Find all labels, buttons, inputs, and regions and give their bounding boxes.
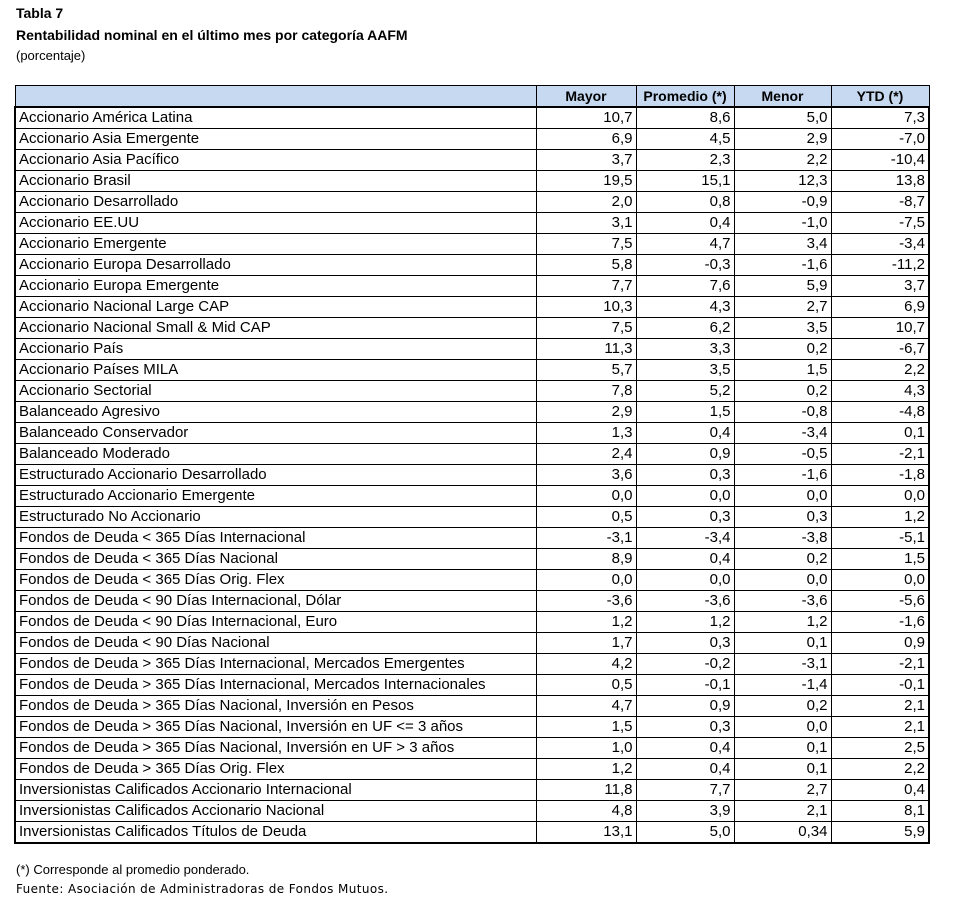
- table-row: [15, 234, 929, 255]
- mayor-cell: 11,3: [536, 339, 636, 360]
- promedio-cell: 1,5: [636, 402, 734, 423]
- promedio-cell: 0,4: [636, 738, 734, 759]
- promedio-cell: 6,2: [636, 318, 734, 339]
- ytd-cell: 7,3: [831, 107, 929, 129]
- ytd-cell: 2,1: [831, 696, 929, 717]
- column-header-menor: Menor: [734, 86, 831, 108]
- column-header-promedio: Promedio (*): [636, 86, 734, 108]
- menor-cell: 2,2: [734, 150, 831, 171]
- table-row: [15, 423, 929, 444]
- category-cell: Accionario Desarrollado: [15, 192, 536, 213]
- table-row: [15, 717, 929, 738]
- mayor-cell: 10,3: [536, 297, 636, 318]
- table-title: Rentabilidad nominal en el último mes por categoría AAFM: [16, 27, 408, 43]
- promedio-cell: 0,9: [636, 696, 734, 717]
- table-row: [15, 486, 929, 507]
- category-cell: Fondos de Deuda < 365 Días Internacional: [15, 528, 536, 549]
- menor-cell: 1,5: [734, 360, 831, 381]
- ytd-cell: -2,1: [831, 654, 929, 675]
- mayor-cell: 8,9: [536, 549, 636, 570]
- mayor-cell: 0,5: [536, 675, 636, 696]
- promedio-cell: 5,0: [636, 822, 734, 844]
- ytd-cell: -1,8: [831, 465, 929, 486]
- table-row: [15, 528, 929, 549]
- table-row: [15, 675, 929, 696]
- mayor-cell: 3,6: [536, 465, 636, 486]
- category-cell: Accionario Europa Desarrollado: [15, 255, 536, 276]
- table-row: [15, 107, 929, 129]
- menor-cell: 0,1: [734, 633, 831, 654]
- promedio-cell: -3,6: [636, 591, 734, 612]
- menor-cell: 2,7: [734, 780, 831, 801]
- menor-cell: -1,6: [734, 465, 831, 486]
- table-row: [15, 213, 929, 234]
- category-cell: Estructurado Accionario Emergente: [15, 486, 536, 507]
- category-cell: Fondos de Deuda > 365 Días Orig. Flex: [15, 759, 536, 780]
- mayor-cell: 7,8: [536, 381, 636, 402]
- header-blank-cell: [15, 86, 536, 108]
- promedio-cell: 0,9: [636, 444, 734, 465]
- promedio-cell: 0,3: [636, 465, 734, 486]
- table-header-row: [15, 86, 929, 108]
- category-cell: Estructurado No Accionario: [15, 507, 536, 528]
- menor-cell: 0,3: [734, 507, 831, 528]
- menor-cell: 0,1: [734, 759, 831, 780]
- menor-cell: 0,2: [734, 696, 831, 717]
- table-row: [15, 444, 929, 465]
- menor-cell: -0,9: [734, 192, 831, 213]
- ytd-cell: 13,8: [831, 171, 929, 192]
- category-cell: Accionario EE.UU: [15, 213, 536, 234]
- ytd-cell: -2,1: [831, 444, 929, 465]
- table-row: [15, 381, 929, 402]
- mayor-cell: 4,2: [536, 654, 636, 675]
- promedio-cell: 4,3: [636, 297, 734, 318]
- category-cell: Accionario Nacional Small & Mid CAP: [15, 318, 536, 339]
- promedio-cell: 0,3: [636, 717, 734, 738]
- mayor-cell: 2,9: [536, 402, 636, 423]
- table-row: [15, 654, 929, 675]
- table-row: [15, 696, 929, 717]
- category-cell: Fondos de Deuda > 365 Días Nacional, Inversión en UF <= 3 años: [15, 717, 536, 738]
- ytd-cell: 4,3: [831, 381, 929, 402]
- ytd-cell: 2,5: [831, 738, 929, 759]
- category-cell: Fondos de Deuda > 365 Días Nacional, Inversión en UF > 3 años: [15, 738, 536, 759]
- ytd-cell: 8,1: [831, 801, 929, 822]
- mayor-cell: 2,4: [536, 444, 636, 465]
- promedio-cell: 0,4: [636, 759, 734, 780]
- table-row: [15, 801, 929, 822]
- category-cell: Accionario Emergente: [15, 234, 536, 255]
- ytd-cell: 5,9: [831, 822, 929, 844]
- category-cell: Balanceado Agresivo: [15, 402, 536, 423]
- mayor-cell: 1,2: [536, 759, 636, 780]
- promedio-cell: 3,9: [636, 801, 734, 822]
- category-cell: Inversionistas Calificados Títulos de Deuda: [15, 822, 536, 844]
- promedio-cell: 5,2: [636, 381, 734, 402]
- ytd-cell: -7,5: [831, 213, 929, 234]
- category-cell: Fondos de Deuda < 90 Días Nacional: [15, 633, 536, 654]
- menor-cell: 1,2: [734, 612, 831, 633]
- promedio-cell: -0,3: [636, 255, 734, 276]
- ytd-cell: 10,7: [831, 318, 929, 339]
- category-cell: Inversionistas Calificados Accionario Nacional: [15, 801, 536, 822]
- ytd-cell: -5,6: [831, 591, 929, 612]
- menor-cell: 3,4: [734, 234, 831, 255]
- ytd-cell: 1,2: [831, 507, 929, 528]
- promedio-cell: 0,4: [636, 423, 734, 444]
- table-row: [15, 759, 929, 780]
- table-row: [15, 318, 929, 339]
- promedio-cell: -3,4: [636, 528, 734, 549]
- mayor-cell: 1,7: [536, 633, 636, 654]
- promedio-cell: 8,6: [636, 107, 734, 129]
- menor-cell: -1,6: [734, 255, 831, 276]
- mayor-cell: 3,1: [536, 213, 636, 234]
- mayor-cell: 0,0: [536, 486, 636, 507]
- footnote: (*) Corresponde al promedio ponderado.: [16, 862, 250, 877]
- mayor-cell: 5,8: [536, 255, 636, 276]
- mayor-cell: 1,0: [536, 738, 636, 759]
- category-cell: Accionario País: [15, 339, 536, 360]
- promedio-cell: 2,3: [636, 150, 734, 171]
- menor-cell: 12,3: [734, 171, 831, 192]
- table-row: [15, 612, 929, 633]
- ytd-cell: -5,1: [831, 528, 929, 549]
- ytd-cell: 0,0: [831, 486, 929, 507]
- returns-table: [14, 85, 930, 844]
- mayor-cell: -3,1: [536, 528, 636, 549]
- table-row: [15, 150, 929, 171]
- mayor-cell: 0,0: [536, 570, 636, 591]
- menor-cell: 0,1: [734, 738, 831, 759]
- category-cell: Fondos de Deuda > 365 Días Nacional, Inversión en Pesos: [15, 696, 536, 717]
- ytd-cell: 0,0: [831, 570, 929, 591]
- promedio-cell: 7,7: [636, 780, 734, 801]
- mayor-cell: 1,3: [536, 423, 636, 444]
- category-cell: Accionario Países MILA: [15, 360, 536, 381]
- table-row: [15, 402, 929, 423]
- promedio-cell: 3,5: [636, 360, 734, 381]
- category-cell: Accionario Europa Emergente: [15, 276, 536, 297]
- menor-cell: 0,0: [734, 717, 831, 738]
- menor-cell: 5,0: [734, 107, 831, 129]
- mayor-cell: 5,7: [536, 360, 636, 381]
- table-row: [15, 276, 929, 297]
- category-cell: Accionario Sectorial: [15, 381, 536, 402]
- promedio-cell: 7,6: [636, 276, 734, 297]
- promedio-cell: 0,0: [636, 486, 734, 507]
- table-row: [15, 633, 929, 654]
- category-cell: Accionario Nacional Large CAP: [15, 297, 536, 318]
- table-row: [15, 129, 929, 150]
- table-row: [15, 822, 929, 844]
- mayor-cell: -3,6: [536, 591, 636, 612]
- promedio-cell: 0,4: [636, 213, 734, 234]
- ytd-cell: 6,9: [831, 297, 929, 318]
- ytd-cell: -7,0: [831, 129, 929, 150]
- ytd-cell: 1,5: [831, 549, 929, 570]
- mayor-cell: 19,5: [536, 171, 636, 192]
- table-row: [15, 255, 929, 276]
- mayor-cell: 7,5: [536, 318, 636, 339]
- category-cell: Fondos de Deuda > 365 Días Internacional, Mercados Emergentes: [15, 654, 536, 675]
- ytd-cell: 0,4: [831, 780, 929, 801]
- table-row: [15, 297, 929, 318]
- table-row: [15, 339, 929, 360]
- mayor-cell: 7,7: [536, 276, 636, 297]
- table-row: [15, 738, 929, 759]
- table-row: [15, 465, 929, 486]
- column-header-mayor: Mayor: [536, 86, 636, 108]
- table-unit: (porcentaje): [16, 48, 86, 63]
- mayor-cell: 0,5: [536, 507, 636, 528]
- category-cell: Fondos de Deuda < 90 Días Internacional, Euro: [15, 612, 536, 633]
- category-cell: Balanceado Moderado: [15, 444, 536, 465]
- table-row: [15, 591, 929, 612]
- menor-cell: 5,9: [734, 276, 831, 297]
- ytd-cell: 2,2: [831, 360, 929, 381]
- menor-cell: 2,1: [734, 801, 831, 822]
- menor-cell: -3,6: [734, 591, 831, 612]
- mayor-cell: 10,7: [536, 107, 636, 129]
- promedio-cell: 4,5: [636, 129, 734, 150]
- ytd-cell: 2,2: [831, 759, 929, 780]
- promedio-cell: 0,8: [636, 192, 734, 213]
- ytd-cell: -3,4: [831, 234, 929, 255]
- menor-cell: 0,34: [734, 822, 831, 844]
- category-cell: Inversionistas Calificados Accionario Internacional: [15, 780, 536, 801]
- menor-cell: 0,2: [734, 549, 831, 570]
- menor-cell: 2,9: [734, 129, 831, 150]
- table-number: Tabla 7: [16, 5, 64, 21]
- table-row: [15, 780, 929, 801]
- ytd-cell: -11,2: [831, 255, 929, 276]
- ytd-cell: 3,7: [831, 276, 929, 297]
- ytd-cell: 0,9: [831, 633, 929, 654]
- promedio-cell: 0,4: [636, 549, 734, 570]
- ytd-cell: -8,7: [831, 192, 929, 213]
- table-row: [15, 360, 929, 381]
- menor-cell: -3,4: [734, 423, 831, 444]
- menor-cell: -3,8: [734, 528, 831, 549]
- category-cell: Fondos de Deuda > 365 Días Internacional, Mercados Internacionales: [15, 675, 536, 696]
- promedio-cell: -0,1: [636, 675, 734, 696]
- menor-cell: 0,0: [734, 570, 831, 591]
- mayor-cell: 4,7: [536, 696, 636, 717]
- promedio-cell: 3,3: [636, 339, 734, 360]
- mayor-cell: 2,0: [536, 192, 636, 213]
- mayor-cell: 3,7: [536, 150, 636, 171]
- table-row: [15, 507, 929, 528]
- category-cell: Accionario Asia Pacífico: [15, 150, 536, 171]
- category-cell: Fondos de Deuda < 90 Días Internacional, Dólar: [15, 591, 536, 612]
- menor-cell: -1,4: [734, 675, 831, 696]
- menor-cell: -1,0: [734, 213, 831, 234]
- promedio-cell: 15,1: [636, 171, 734, 192]
- ytd-cell: 0,1: [831, 423, 929, 444]
- promedio-cell: 0,3: [636, 633, 734, 654]
- promedio-cell: -0,2: [636, 654, 734, 675]
- column-header-ytd: YTD (*): [831, 86, 929, 108]
- menor-cell: 2,7: [734, 297, 831, 318]
- category-cell: Estructurado Accionario Desarrollado: [15, 465, 536, 486]
- menor-cell: 0,0: [734, 486, 831, 507]
- mayor-cell: 13,1: [536, 822, 636, 844]
- category-cell: Fondos de Deuda < 365 Días Orig. Flex: [15, 570, 536, 591]
- promedio-cell: 0,3: [636, 507, 734, 528]
- table-row: [15, 171, 929, 192]
- menor-cell: 0,2: [734, 381, 831, 402]
- ytd-cell: -0,1: [831, 675, 929, 696]
- ytd-cell: -10,4: [831, 150, 929, 171]
- mayor-cell: 4,8: [536, 801, 636, 822]
- table-row: [15, 570, 929, 591]
- menor-cell: -0,8: [734, 402, 831, 423]
- ytd-cell: -6,7: [831, 339, 929, 360]
- category-cell: Accionario Brasil: [15, 171, 536, 192]
- mayor-cell: 6,9: [536, 129, 636, 150]
- ytd-cell: 2,1: [831, 717, 929, 738]
- category-cell: Balanceado Conservador: [15, 423, 536, 444]
- mayor-cell: 1,5: [536, 717, 636, 738]
- menor-cell: -0,5: [734, 444, 831, 465]
- mayor-cell: 1,2: [536, 612, 636, 633]
- category-cell: Accionario Asia Emergente: [15, 129, 536, 150]
- ytd-cell: -1,6: [831, 612, 929, 633]
- source-note: Fuente: Asociación de Administradoras de Fondos Mutuos.: [16, 882, 389, 896]
- menor-cell: 0,2: [734, 339, 831, 360]
- table-row: [15, 549, 929, 570]
- menor-cell: 3,5: [734, 318, 831, 339]
- mayor-cell: 7,5: [536, 234, 636, 255]
- ytd-cell: -4,8: [831, 402, 929, 423]
- menor-cell: -3,1: [734, 654, 831, 675]
- mayor-cell: 11,8: [536, 780, 636, 801]
- promedio-cell: 0,0: [636, 570, 734, 591]
- category-cell: Accionario América Latina: [15, 107, 536, 129]
- category-cell: Fondos de Deuda < 365 Días Nacional: [15, 549, 536, 570]
- table-row: [15, 192, 929, 213]
- promedio-cell: 4,7: [636, 234, 734, 255]
- promedio-cell: 1,2: [636, 612, 734, 633]
